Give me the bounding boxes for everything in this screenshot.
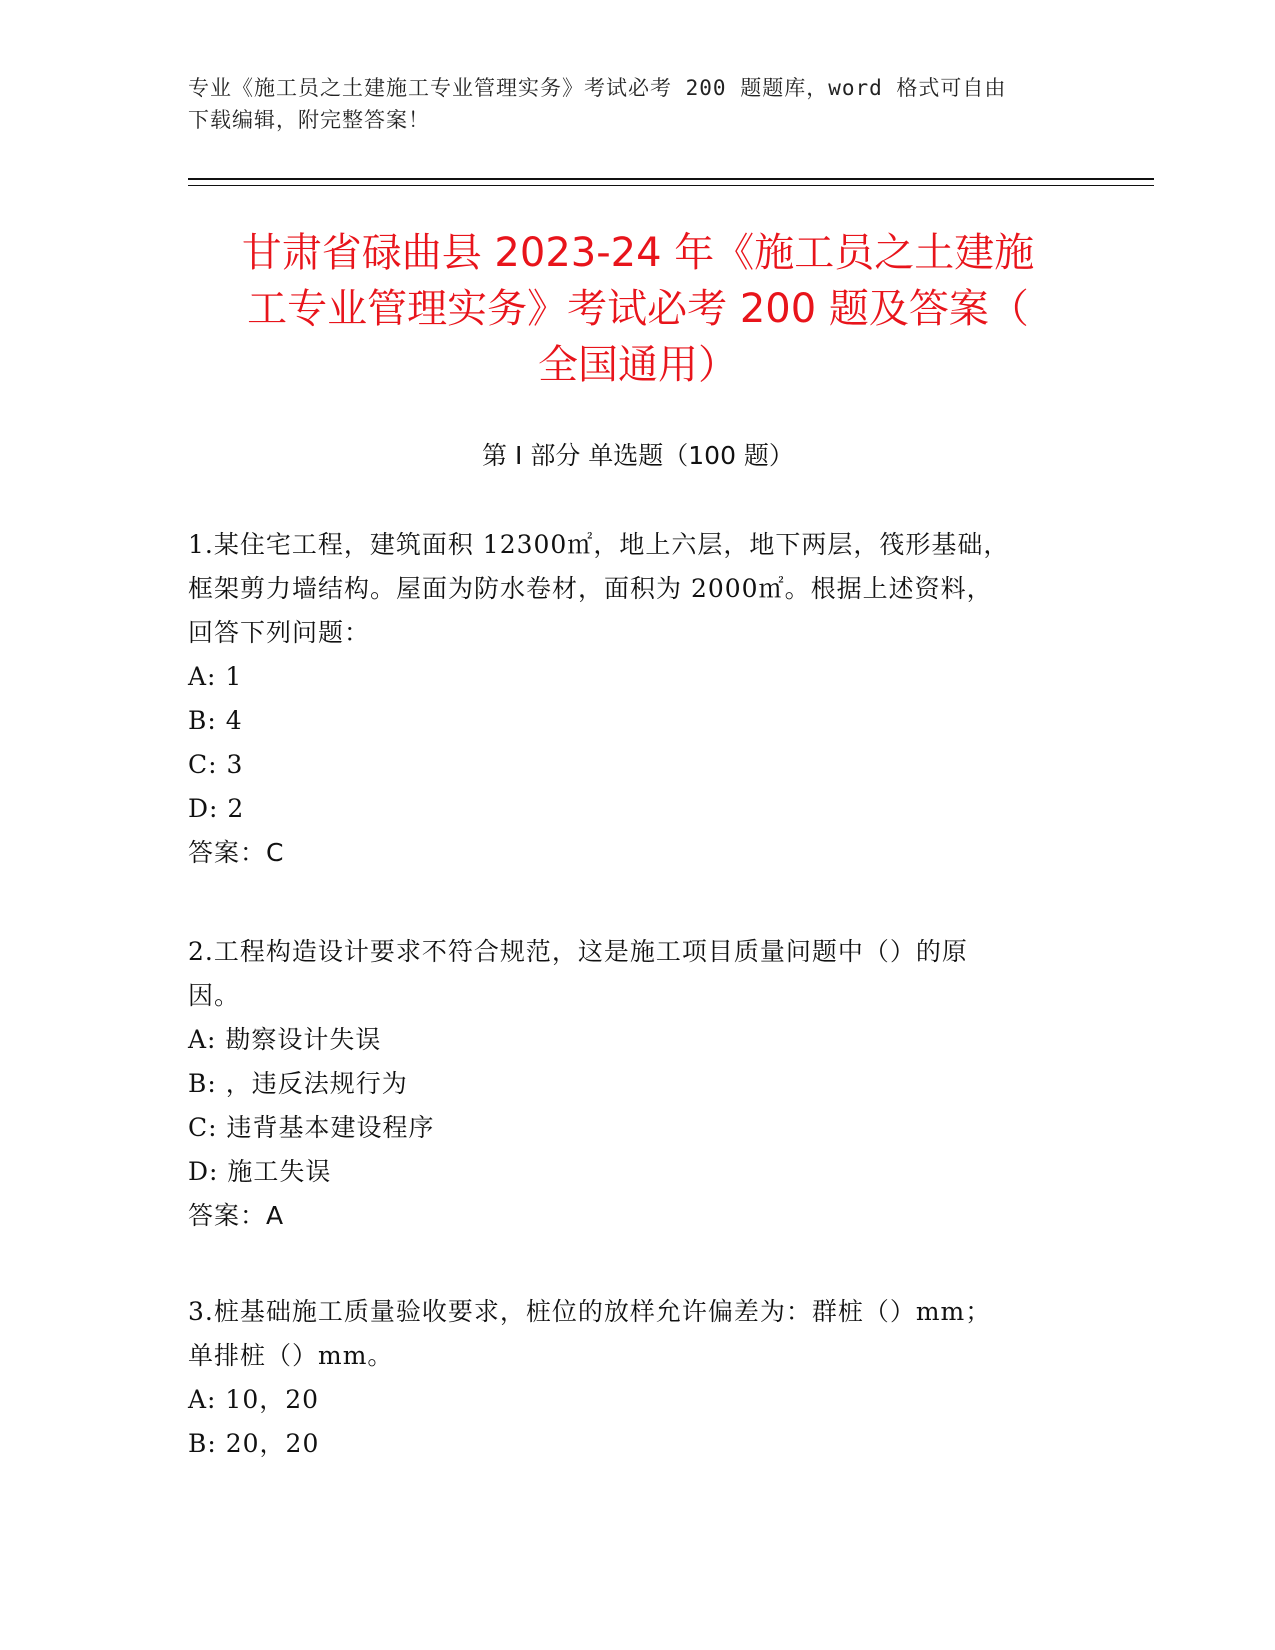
document-title bbox=[188, 225, 1088, 393]
question-block bbox=[188, 523, 1068, 875]
header-line: 专业《施工员之土建施工专业管理实务》考试必考 200 题题库，word 格式可自由 bbox=[188, 76, 1007, 100]
option-b: B: 20，20 bbox=[188, 1429, 320, 1458]
question-stem-line: 因。 bbox=[188, 981, 241, 1010]
title-line: 工专业管理实务》考试必考 200 题及答案（ bbox=[247, 286, 1029, 332]
option-c: C: 违背基本建设程序 bbox=[188, 1113, 435, 1142]
question-stem-line: 2.工程构造设计要求不符合规范，这是施工项目质量问题中（）的原 bbox=[188, 937, 968, 966]
option-c: C: 3 bbox=[188, 750, 244, 779]
header-divider-thick bbox=[188, 178, 1154, 180]
option-a: A: 勘察设计失误 bbox=[188, 1025, 382, 1054]
option-d: D: 2 bbox=[188, 794, 245, 823]
title-line: 全国通用） bbox=[538, 342, 738, 388]
question-block bbox=[188, 1290, 1068, 1466]
option-a: A: 1 bbox=[188, 662, 243, 691]
title-line: 甘肃省碌曲县 2023-24 年《施工员之土建施 bbox=[241, 230, 1035, 276]
question-stem-line: 框架剪力墙结构。屋面为防水卷材，面积为 2000㎡。根据上述资料， bbox=[188, 574, 993, 603]
option-a: A: 10，20 bbox=[188, 1385, 320, 1414]
question-stem-line: 回答下列问题： bbox=[188, 618, 371, 647]
header-divider-thin bbox=[188, 185, 1154, 186]
question-block bbox=[188, 930, 1068, 1238]
header-line: 下载编辑，附完整答案！ bbox=[188, 108, 430, 132]
question-stem-line: 单排桩（）mm。 bbox=[188, 1341, 394, 1370]
question-stem-line: 3.桩基础施工质量验收要求，桩位的放样允许偏差为：群桩（）mm； bbox=[188, 1297, 992, 1326]
option-b: B: 4 bbox=[188, 706, 243, 735]
answer-line: 答案：A bbox=[188, 1201, 285, 1230]
option-d: D: 施工失误 bbox=[188, 1157, 332, 1186]
section-heading: 第 I 部分 单选题（100 题） bbox=[482, 441, 794, 470]
answer-line: 答案：C bbox=[188, 838, 285, 867]
option-b: B: ，违反法规行为 bbox=[188, 1069, 408, 1098]
question-stem-line: 1.某住宅工程，建筑面积 12300㎡，地上六层，地下两层，筏形基础， bbox=[188, 530, 1010, 559]
document-header bbox=[188, 72, 1088, 136]
